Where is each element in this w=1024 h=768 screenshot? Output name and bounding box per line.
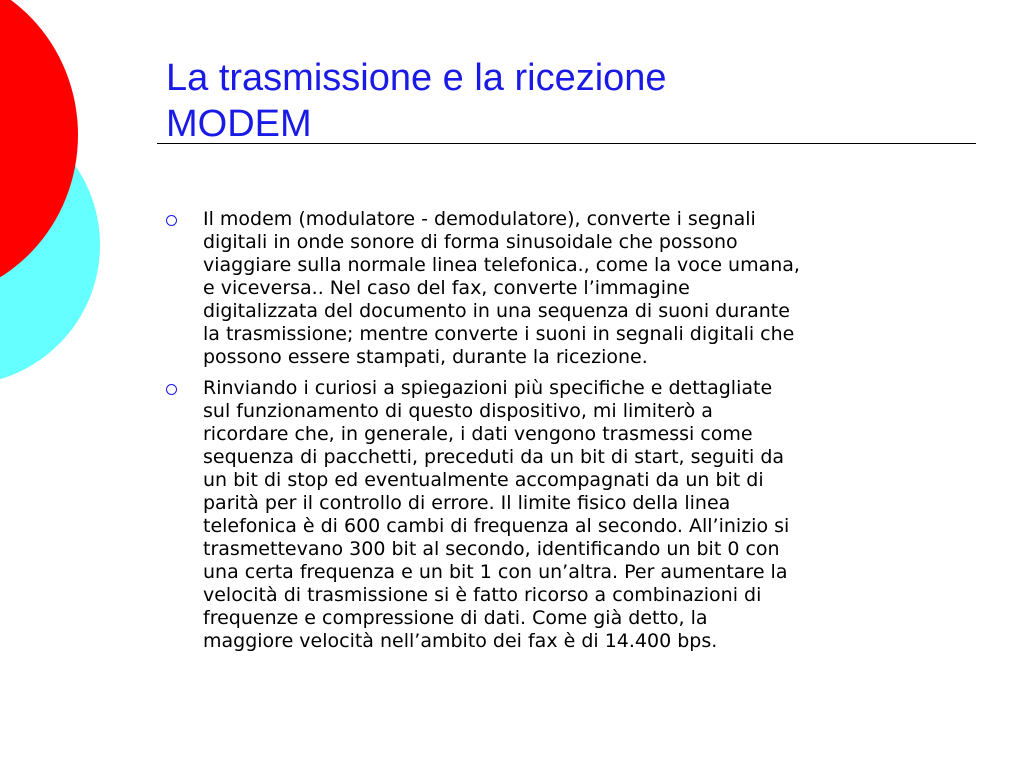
bullet-item — [160, 377, 970, 653]
slide-title-line-1: La trasmissione e la ricezione — [166, 57, 667, 99]
bullet-list — [160, 208, 970, 661]
decorative-circles — [0, 0, 140, 380]
bullet-text: Il modem (modulatore - demodulatore), converte i segnali digitali in onde sonore di forma sinusoidale che possono viaggiare sulla normale linea telefonica., come la voce umana, e viceversa.. Nel caso del fax, converte l’immagine digitalizzata del documento in una sequenza di suoni durante la trasmissione; mentre converte i suoni in segnali digitali che possono essere stampati, durante la ricezione. — [203, 208, 800, 368]
hollow-circle-bullet-icon — [166, 215, 177, 226]
hollow-circle-bullet-icon — [166, 384, 177, 395]
bullet-text: Rinviando i curiosi a spiegazioni più specifiche e dettagliate sul funzionamento di questo dispositivo, mi limiterò a ricordare che, in generale, i dati vengono trasmessi come sequenza di pacchetti, preceduti da un bit di start, seguiti da un bit di stop ed eventualmente accompagnati da un bit di parità per il controllo di errore. Il limite fisico della linea telefonica è di 600 cambi di frequenza al secondo. All’inizio si trasmettevano 300 bit al secondo, identificando un bit 0 con una certa frequenza e un bit 1 con un’altra. Per aumentare la velocità di trasmissione si è fatto ricorso a combinazioni di frequenze e compressione di dati. Come già detto, la maggiore velocità nell’ambito dei fax è di 14.400 bps. — [203, 377, 790, 652]
title-underline — [157, 143, 976, 144]
bullet-item — [160, 208, 970, 369]
slide-title-line-2: MODEM — [166, 103, 312, 145]
slide-title — [166, 55, 667, 147]
